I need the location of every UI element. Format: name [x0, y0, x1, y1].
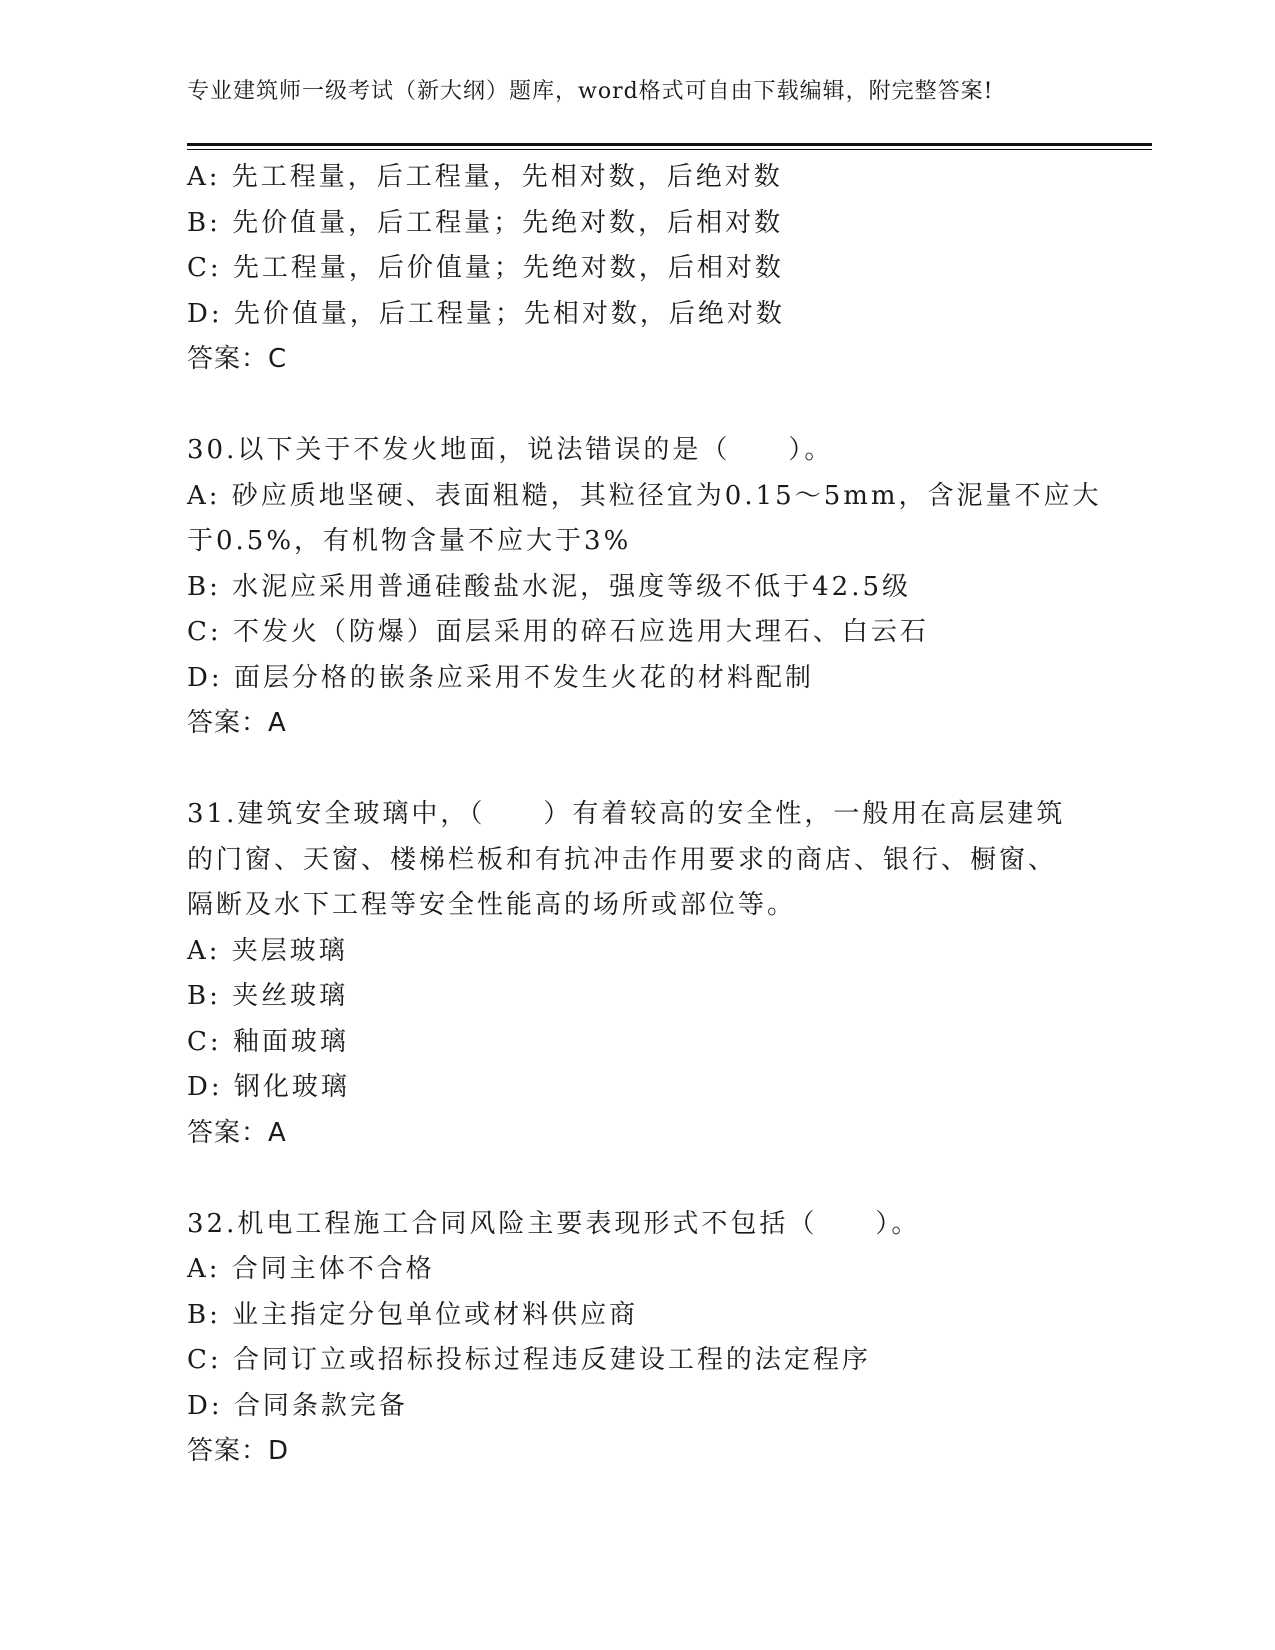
spacer [187, 747, 1107, 793]
option-a: A: 先工程量，后工程量，先相对数，后绝对数 [187, 162, 783, 192]
option-c: C: 合同订立或招标投标过程违反建设工程的法定程序 [187, 1345, 871, 1375]
question-stem: 30.以下关于不发火地面，说法错误的是（ ）。 [187, 435, 834, 465]
option-c: C: 釉面玻璃 [187, 1026, 349, 1057]
answer-line: 答案：D [187, 1436, 290, 1466]
option-b: B: 业主指定分包单位或材料供应商 [187, 1299, 639, 1330]
header-divider-thin [187, 149, 1152, 150]
question-32 [187, 1202, 1107, 1475]
option-a: A: 砂应质地坚硬、表面粗糙，其粒径宜为0.15～5mm，含泥量不应大 [187, 480, 1102, 511]
header-divider-thick [187, 143, 1152, 146]
spacer [187, 383, 1107, 429]
question-30 [187, 428, 1107, 747]
answer-line: 答案：A [187, 1117, 287, 1148]
question-29-continued [187, 155, 1107, 383]
question-stem: 32.机电工程施工合同风险主要表现形式不包括（ ）。 [187, 1208, 921, 1239]
option-a: A: 合同主体不合格 [187, 1254, 435, 1284]
question-31 [187, 792, 1107, 1156]
option-b: B: 水泥应采用普通硅酸盐水泥，强度等级不低于42.5级 [187, 571, 912, 602]
question-stem-line-2: 的门窗、天窗、楼梯栏板和有抗冲击作用要求的商店、银行、橱窗、 [187, 844, 1058, 875]
option-c: C: 先工程量，后价值量；先绝对数，后相对数 [187, 253, 784, 283]
option-d: D: 先价值量，后工程量；先相对数，后绝对数 [187, 298, 785, 329]
spacer [187, 1156, 1107, 1202]
option-c: C: 不发火（防爆）面层采用的碎石应选用大理石、白云石 [187, 617, 929, 647]
option-b: B: 先价值量，后工程量；先绝对数，后相对数 [187, 207, 784, 238]
option-d: D: 面层分格的嵌条应采用不发生火花的材料配制 [187, 662, 814, 693]
answer-line: 答案：C [187, 344, 288, 374]
option-d: D: 钢化玻璃 [187, 1072, 350, 1102]
question-stem-line-3: 隔断及水下工程等安全性能高的场所或部位等。 [187, 890, 797, 920]
question-stem-line-1: 31.建筑安全玻璃中，（ ）有着较高的安全性，一般用在高层建筑 [187, 799, 1066, 829]
option-a: A: 夹层玻璃 [187, 935, 348, 966]
document-body [187, 155, 1107, 1475]
option-b: B: 夹丝玻璃 [187, 981, 349, 1011]
option-a-continued: 于0.5%，有机物含量不应大于3% [187, 526, 632, 556]
document-header: 专业建筑师一级考试（新大纲）题库，word格式可自由下载编辑，附完整答案! [187, 79, 994, 104]
option-d: D: 合同条款完备 [187, 1390, 408, 1421]
answer-line: 答案：A [187, 708, 287, 738]
